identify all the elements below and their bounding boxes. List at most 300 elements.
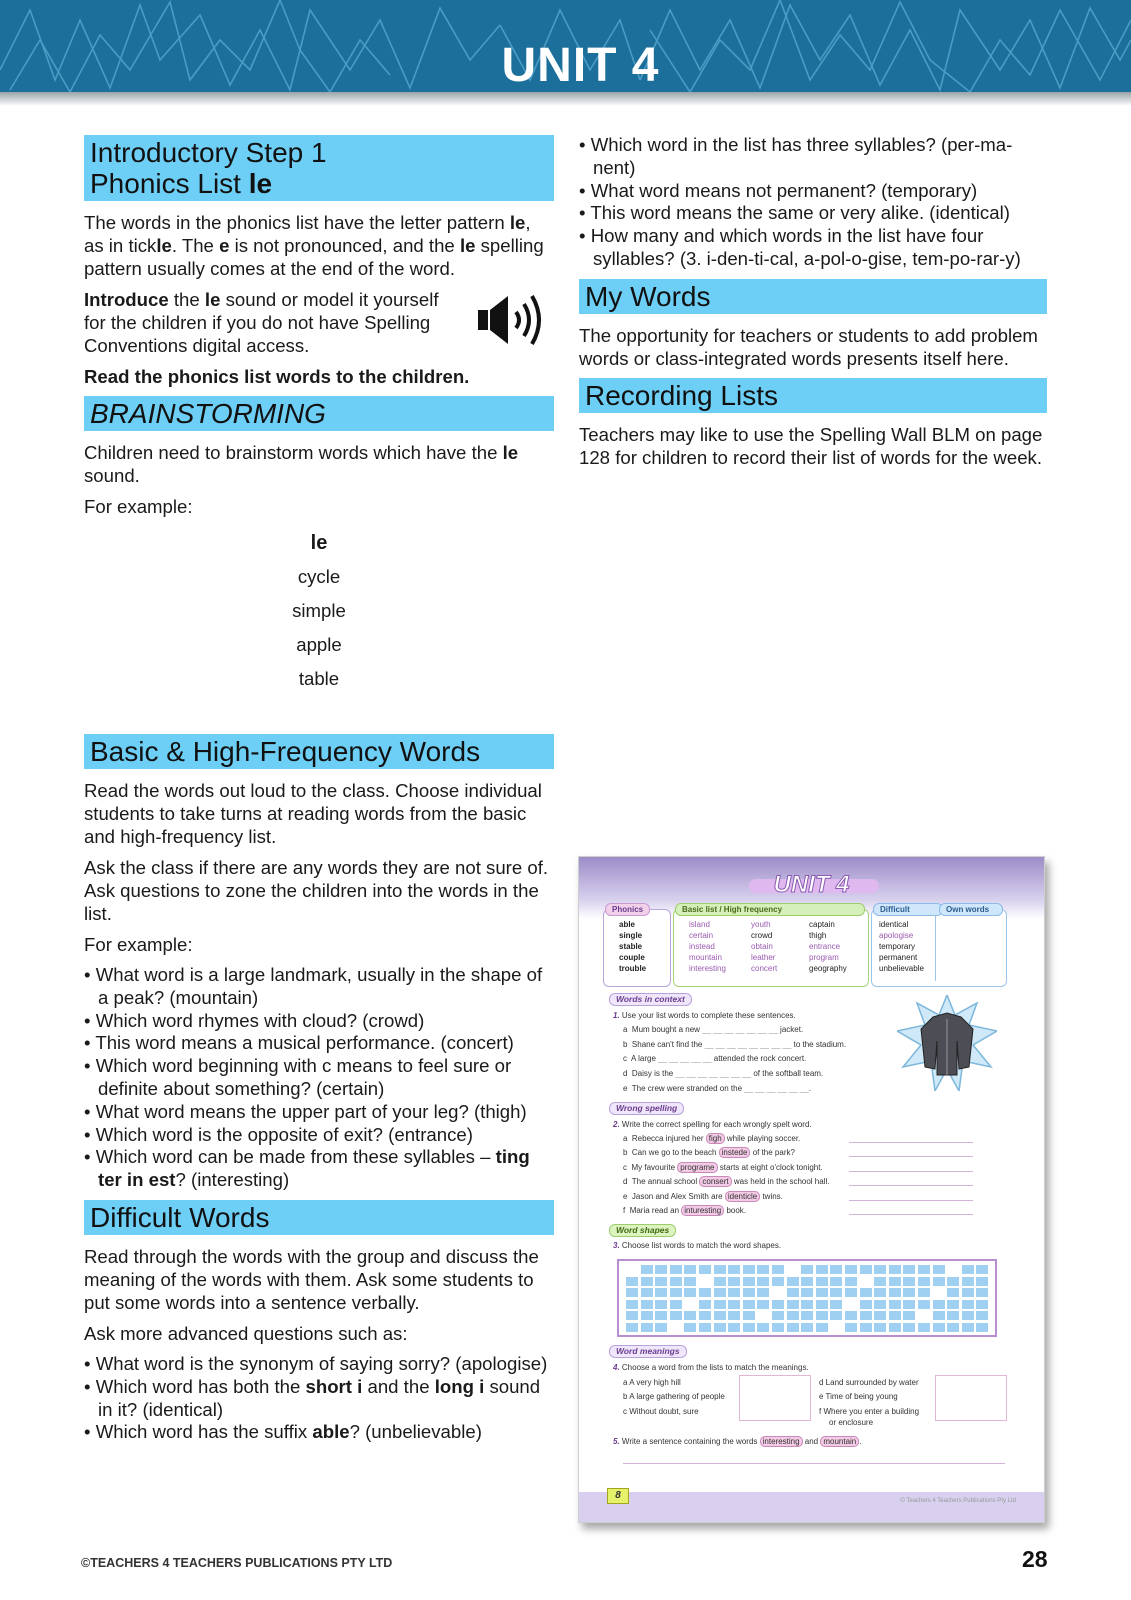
- grid-cell: [917, 1322, 931, 1333]
- text: The annual school: [631, 1177, 698, 1186]
- list-item: leather: [751, 953, 776, 962]
- grid-cell: [902, 1322, 916, 1333]
- grid-cell: [917, 1276, 931, 1287]
- text: f: [623, 1206, 626, 1215]
- wrong-line: [623, 1206, 746, 1216]
- example-head: le: [310, 532, 328, 554]
- blank: __ __ __ __ __ __ __ __: [704, 1040, 792, 1049]
- left-column: [84, 135, 554, 1452]
- list-item: • What word is the synonym of saying sorry? (apologise): [84, 1353, 554, 1376]
- wrong-line: [623, 1163, 823, 1173]
- worksheet-page-number: 8: [607, 1488, 629, 1504]
- list-item: program: [809, 953, 839, 962]
- intro-heading-line1: Introductory Step 1: [90, 137, 327, 168]
- grid-cell: [961, 1322, 975, 1333]
- basic-paragraph-3: For example:: [84, 934, 193, 955]
- text: Daisy is the: [631, 1069, 674, 1078]
- example-word: table: [298, 668, 340, 689]
- spacer: [84, 708, 554, 734]
- grid-cell: [902, 1264, 916, 1275]
- list-item: unbelievable: [879, 964, 924, 973]
- bold-text: Read the phonics list words to the children.: [84, 366, 470, 387]
- text: d: [623, 1069, 628, 1078]
- list-item: thigh: [809, 931, 827, 940]
- grid-cell: [961, 1276, 975, 1287]
- bold-text: e: [219, 235, 230, 256]
- grid-cell: [932, 1299, 946, 1310]
- grid-cell: [946, 1310, 960, 1321]
- text: My favourite: [631, 1163, 676, 1172]
- grid-cell: [829, 1310, 843, 1321]
- text: ? (unbelievable): [349, 1421, 482, 1443]
- list-item: youth: [751, 920, 771, 929]
- text: sound or model it yourself for the children if you do not have Spelling Conventions digital access.: [84, 289, 439, 356]
- grid-cell: [829, 1276, 843, 1287]
- text: , as in tick: [84, 212, 531, 256]
- grid-cell: [815, 1276, 829, 1287]
- grid-cell: [932, 1276, 946, 1287]
- worksheet-thumbnail: [578, 856, 1045, 1523]
- grid-cell: [654, 1276, 668, 1287]
- text: and the: [362, 1375, 435, 1397]
- text: d: [623, 1177, 628, 1186]
- phonics-tag: Phonics: [605, 903, 650, 916]
- my-words-paragraph: The opportunity for teachers or students to add problem words or class-integrated words presents itself here.: [579, 324, 1038, 369]
- grid-cell: [786, 1310, 800, 1321]
- wrong-spelling-tag: Wrong spelling: [609, 1102, 684, 1115]
- question-3: [613, 1241, 781, 1251]
- list-item: interesting: [689, 964, 726, 973]
- divider: [935, 915, 936, 981]
- text: starts at eight o'clock tonight.: [719, 1163, 823, 1172]
- grid-cell: [727, 1322, 741, 1333]
- worksheet-title: UNIT 4: [773, 871, 850, 898]
- list-item: • Which word beginning with c means to feel sure or definite about something? (certain): [84, 1055, 554, 1101]
- list-item: • What word means not permanent? (temporary): [579, 180, 1047, 203]
- text: of the softball team.: [753, 1069, 824, 1078]
- text: Choose a word from the lists to match the meanings.: [621, 1363, 809, 1372]
- text: The crew were stranded on the: [631, 1084, 743, 1093]
- grid-cell: [873, 1310, 887, 1321]
- grid-cell: [975, 1287, 989, 1298]
- grid-cell: [683, 1276, 697, 1287]
- intro-heading-line2: [90, 168, 548, 199]
- misspelt-word: inturesting: [681, 1205, 724, 1216]
- question-number: 5.: [613, 1437, 620, 1446]
- grid-cell: [713, 1310, 727, 1321]
- list-item: entrance: [809, 942, 841, 951]
- meaning-item: a A very high hill: [623, 1378, 681, 1387]
- question-number: 4.: [613, 1363, 620, 1372]
- grid-cell: [771, 1299, 785, 1310]
- blank: __ __ __ __ __ __ __: [675, 1069, 752, 1078]
- text: Rebecca injured her: [631, 1134, 704, 1143]
- question-2: [613, 1120, 812, 1130]
- grid-cell: [771, 1310, 785, 1321]
- question-number: 3.: [613, 1241, 620, 1250]
- grid-cell: [640, 1310, 654, 1321]
- grid-cell: [713, 1299, 727, 1310]
- text: Shane can't find the: [631, 1040, 703, 1049]
- grid-cell: [756, 1322, 770, 1333]
- grid-cell: [888, 1310, 902, 1321]
- text: and: [802, 1437, 821, 1446]
- right-column: [579, 134, 1047, 477]
- question-4: [613, 1363, 809, 1373]
- text: b: [623, 1148, 628, 1157]
- difficult-heading: Difficult Words: [84, 1200, 554, 1235]
- text: Mum bought a new: [631, 1025, 700, 1034]
- meaning-item: d Land surrounded by water: [819, 1378, 919, 1387]
- grid-cell: [742, 1287, 756, 1298]
- context-line: [623, 1084, 811, 1094]
- grid-cell: [713, 1287, 727, 1298]
- list-item: certain: [689, 931, 714, 940]
- basic-paragraph-1: Read the words out loud to the class. Choose individual students to take turns at reading words from the basic and high-frequency list.: [84, 780, 542, 847]
- grid-cell: [873, 1264, 887, 1275]
- text: Jason and Alex Smith are: [631, 1192, 723, 1201]
- brainstorm-paragraph-2: For example:: [84, 496, 193, 517]
- grid-cell: [946, 1287, 960, 1298]
- text: is not pronounced, and the: [229, 235, 460, 256]
- grid-cell: [800, 1264, 814, 1275]
- list-item: permanent: [879, 953, 918, 962]
- grid-cell: [713, 1276, 727, 1287]
- grid-cell: [625, 1299, 639, 1310]
- grid-cell: [800, 1287, 814, 1298]
- text: Which word can be made from these syllables –: [95, 1146, 496, 1168]
- question-number: 1.: [613, 1011, 620, 1020]
- worksheet-footer: [579, 1492, 1044, 1522]
- grid-cell: [859, 1322, 873, 1333]
- misspelt-word: figh: [706, 1133, 725, 1144]
- misspelt-word: programe: [677, 1162, 717, 1173]
- bold-text: able: [312, 1421, 350, 1443]
- text: Which word has both the: [95, 1375, 306, 1397]
- grid-cell: [654, 1310, 668, 1321]
- word-shapes-tag: Word shapes: [609, 1224, 676, 1237]
- grid-cell: [902, 1287, 916, 1298]
- list-item: • Which word rhymes with cloud? (crowd): [84, 1010, 554, 1033]
- grid-cell: [815, 1299, 829, 1310]
- text: a: [623, 1025, 628, 1034]
- intro-heading-prefix: Phonics List: [90, 168, 249, 199]
- difficult-paragraph-2: Ask more advanced questions such as:: [84, 1322, 408, 1344]
- grid-cell: [946, 1299, 960, 1310]
- example-word: cycle: [297, 566, 341, 587]
- intro-paragraph-3: [84, 365, 554, 388]
- basic-paragraph-2: Ask the class if there are any words they are not sure of. Ask questions to zone the children into the words in the list.: [84, 857, 549, 924]
- grid-cell: [873, 1299, 887, 1310]
- grid-cell: [683, 1264, 697, 1275]
- text: jacket.: [780, 1025, 804, 1034]
- own-words-tag: Own words: [939, 903, 1003, 916]
- text: Children need to brainstorm words which have the: [84, 442, 503, 463]
- meaning-item: or enclosure: [829, 1418, 874, 1427]
- grid-cell: [946, 1322, 960, 1333]
- grid-cell: [742, 1264, 756, 1275]
- grid-cell: [932, 1322, 946, 1333]
- context-line: [623, 1025, 803, 1035]
- answer-line: [849, 1214, 973, 1215]
- grid-cell: [742, 1299, 756, 1310]
- grid-cell: [683, 1310, 697, 1321]
- text: of the park?: [752, 1148, 795, 1157]
- grid-cell: [713, 1322, 727, 1333]
- text: sound in it? (identical): [98, 1375, 541, 1420]
- text: Use your list words to complete these sentences.: [621, 1011, 796, 1020]
- text: e: [623, 1084, 628, 1093]
- grid-cell: [859, 1310, 873, 1321]
- grid-cell: [873, 1322, 887, 1333]
- grid-cell: [902, 1310, 916, 1321]
- my-words-heading: My Words: [579, 279, 1047, 314]
- text: Can we go to the beach: [631, 1148, 717, 1157]
- grid-cell: [698, 1264, 712, 1275]
- meaning-item: f Where you enter a building: [819, 1407, 920, 1416]
- banner-shadow: [0, 92, 1131, 106]
- grid-cell: [698, 1310, 712, 1321]
- grid-cell: [669, 1276, 683, 1287]
- bold-text: short i: [305, 1375, 363, 1397]
- speaker-icon[interactable]: [476, 292, 546, 348]
- grid-cell: [756, 1276, 770, 1287]
- grid-cell: [888, 1299, 902, 1310]
- bold-text: le: [156, 235, 172, 256]
- bold-text: long i: [434, 1375, 485, 1397]
- blank: __ __ __ __ __ __ __: [702, 1025, 778, 1034]
- bold-text: Introduce: [84, 289, 169, 310]
- jacket-icon: [897, 995, 997, 1091]
- text: b: [623, 1040, 628, 1049]
- phonics-words: [619, 919, 646, 974]
- text: to the stadium.: [793, 1040, 847, 1049]
- text: .: [808, 1084, 812, 1093]
- misspelt-word: instede: [719, 1147, 751, 1158]
- grid-cell: [829, 1287, 843, 1298]
- grid-cell: [815, 1322, 829, 1333]
- basic-words-col2: [751, 919, 777, 974]
- grid-cell: [888, 1264, 902, 1275]
- grid-cell: [654, 1264, 668, 1275]
- wrong-line: [623, 1148, 795, 1158]
- text: sound.: [84, 465, 140, 486]
- grid-cell: [756, 1264, 770, 1275]
- list-item: mountain: [689, 953, 722, 962]
- grid-cell: [800, 1310, 814, 1321]
- example-word: apple: [296, 634, 342, 655]
- grid-cell: [844, 1287, 858, 1298]
- question-1: [613, 1011, 796, 1021]
- grid-cell: [888, 1287, 902, 1298]
- bold-text: le: [459, 235, 476, 256]
- text: c: [623, 1054, 627, 1063]
- grid-cell: [961, 1264, 975, 1275]
- question-number: 2.: [613, 1120, 620, 1129]
- list-item: crowd: [751, 931, 773, 940]
- grid-cell: [654, 1322, 668, 1333]
- grid-cell: [727, 1287, 741, 1298]
- text: ? (interesting): [175, 1169, 290, 1191]
- basic-words-col1: [689, 919, 726, 974]
- grid-cell: [654, 1287, 668, 1298]
- recording-lists-heading: Recording Lists: [579, 378, 1047, 413]
- answer-line: [849, 1171, 973, 1172]
- text: a: [623, 1134, 628, 1143]
- grid-cell: [786, 1276, 800, 1287]
- meaning-item: b A large gathering of people: [623, 1392, 725, 1401]
- intro-heading-bold: le: [248, 168, 273, 199]
- list-item: [84, 1376, 554, 1422]
- grid-cell: [902, 1276, 916, 1287]
- grid-cell: [640, 1276, 654, 1287]
- difficult-questions: [84, 1353, 554, 1444]
- grid-cell: [888, 1322, 902, 1333]
- grid-cell: [859, 1299, 873, 1310]
- grid-cell: [829, 1299, 843, 1310]
- answer-line: [849, 1156, 973, 1157]
- answer-line: [849, 1142, 973, 1143]
- grid-cell: [829, 1264, 843, 1275]
- list-item: • Which word in the list has three syllables? (per-ma-nent): [579, 134, 1047, 180]
- text: book.: [726, 1206, 747, 1215]
- answer-line: [849, 1185, 973, 1186]
- grid-cell: [800, 1322, 814, 1333]
- list-item: • How many and which words in the list have four syllables? (3. i-den-ti-cal, a-pol-o-gise, tem-po-rar-y): [579, 225, 1047, 271]
- list-item: • What word is a large landmark, usually in the shape of a peak? (mountain): [84, 964, 554, 1010]
- grid-cell: [975, 1299, 989, 1310]
- grid-cell: [640, 1264, 654, 1275]
- grid-cell: [771, 1276, 785, 1287]
- difficult-paragraph-1: Read through the words with the group and discuss the meaning of the words with them. Ask some students to put some words into a sentence verbally.: [84, 1245, 539, 1313]
- wrong-line: [623, 1177, 829, 1187]
- text: Choose list words to match the word shapes.: [621, 1241, 782, 1250]
- list-item: able: [619, 920, 636, 929]
- misspelt-word: identicle: [725, 1191, 760, 1202]
- grid-cell: [727, 1276, 741, 1287]
- intro-heading: [84, 135, 554, 201]
- grid-cell: [844, 1264, 858, 1275]
- grid-cell: [932, 1264, 946, 1275]
- right-questions: [579, 134, 1047, 271]
- brainstorm-paragraph-1: [84, 441, 554, 487]
- grid-cell: [917, 1287, 931, 1298]
- difficult-words: [879, 919, 924, 974]
- bold-text: ting ter in est: [98, 1146, 530, 1191]
- list-item: couple: [619, 953, 645, 962]
- footer-copyright: ©TEACHERS 4 TEACHERS PUBLICATIONS PTY LTD: [81, 1556, 393, 1570]
- grid-cell: [800, 1299, 814, 1310]
- grid-cell: [683, 1287, 697, 1298]
- intro-paragraph-1: [84, 211, 554, 280]
- grid-cell: [756, 1287, 770, 1298]
- grid-cell: [844, 1322, 858, 1333]
- page-number: 28: [1022, 1546, 1048, 1572]
- brainstorming-heading: BRAINSTORMING: [84, 396, 554, 431]
- context-line: [623, 1054, 806, 1064]
- list-item: temporary: [879, 942, 916, 951]
- text: A large: [631, 1054, 656, 1063]
- grid-cell: [669, 1287, 683, 1298]
- basic-tag: Basic list / High frequency: [675, 903, 865, 916]
- list-item: • This word means a musical performance. (concert): [84, 1032, 554, 1055]
- basic-questions: [84, 964, 554, 1192]
- text: spelling pattern usually comes at the end of the word.: [84, 235, 544, 279]
- grid-cell: [975, 1264, 989, 1275]
- grid-cell: [756, 1299, 770, 1310]
- text: c: [623, 1163, 627, 1172]
- grid-cell: [961, 1299, 975, 1310]
- grid-cell: [742, 1322, 756, 1333]
- misspelt-word: consert: [699, 1176, 731, 1187]
- grid-cell: [713, 1264, 727, 1275]
- list-item: • This word means the same or very alike. (identical): [579, 202, 1047, 225]
- grid-cell: [640, 1287, 654, 1298]
- list-item: concert: [751, 964, 778, 973]
- context-line: [623, 1069, 823, 1079]
- grid-cell: [698, 1322, 712, 1333]
- unit-title: UNIT 4: [501, 39, 660, 92]
- grid-cell: [771, 1322, 785, 1333]
- bold-text: le: [502, 442, 519, 463]
- context-line: [623, 1040, 846, 1050]
- grid-cell: [640, 1322, 654, 1333]
- blank: __ __ __ __ __: [658, 1054, 712, 1063]
- recording-lists-paragraph: Teachers may like to use the Spelling Wall BLM on page 128 for children to record their list of words for the week.: [579, 423, 1043, 468]
- list-item: [84, 1146, 554, 1192]
- list-item: identical: [879, 920, 909, 929]
- grid-cell: [844, 1276, 858, 1287]
- grid-cell: [873, 1276, 887, 1287]
- text: Write a sentence containing the words: [621, 1437, 760, 1446]
- grid-cell: [873, 1287, 887, 1298]
- text: was held in the school hall.: [733, 1177, 830, 1186]
- wrong-line: [623, 1134, 800, 1144]
- intro-paragraph-2: [84, 288, 464, 357]
- example-word-list: [84, 526, 554, 696]
- word-shapes-grid: [617, 1259, 997, 1337]
- grid-cell: [683, 1322, 697, 1333]
- list-item: single: [619, 931, 643, 940]
- list-item: geography: [809, 964, 847, 973]
- grid-cell: [786, 1287, 800, 1298]
- list-item: [84, 1421, 554, 1444]
- grid-cell: [654, 1299, 668, 1310]
- meaning-item: c Without doubt, sure: [623, 1407, 699, 1416]
- intro-with-speaker: [84, 288, 554, 357]
- example-word: simple: [292, 600, 346, 621]
- grid-cell: [975, 1310, 989, 1321]
- grid-cell: [932, 1310, 946, 1321]
- text: .: [859, 1437, 862, 1446]
- grid-cell: [786, 1299, 800, 1310]
- text: Which word has the suffix: [95, 1421, 313, 1443]
- grid-cell: [786, 1322, 800, 1333]
- grid-cell: [917, 1299, 931, 1310]
- highlight-word: interesting: [760, 1436, 803, 1447]
- bold-text: le: [204, 289, 221, 310]
- text: Maria read an: [629, 1206, 680, 1215]
- grid-cell: [625, 1322, 639, 1333]
- text: attended the rock concert.: [713, 1054, 807, 1063]
- highlight-word: mountain: [820, 1436, 859, 1447]
- list-item: obtain: [751, 942, 773, 951]
- grid-cell: [975, 1322, 989, 1333]
- grid-cell: [815, 1310, 829, 1321]
- grid-cell: [698, 1299, 712, 1310]
- grid-cell: [771, 1264, 785, 1275]
- list-item: apologise: [879, 931, 914, 940]
